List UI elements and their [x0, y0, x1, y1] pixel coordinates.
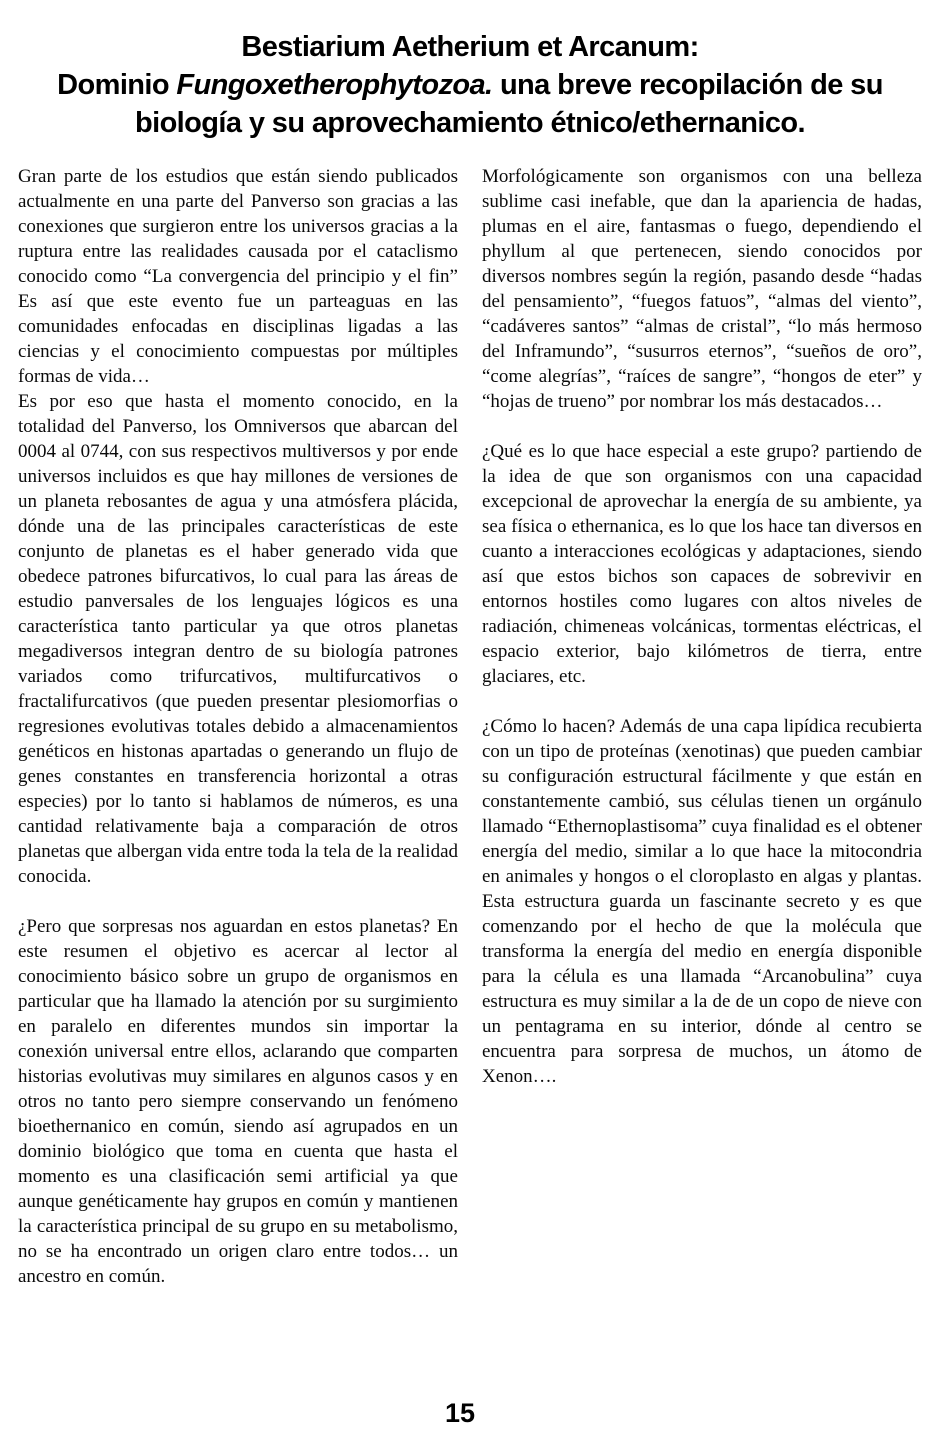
paragraph: Gran parte de los estudios que están siendo publicados actualmente en una parte del Panverso son gracias a las conexiones que surgieron entre los universos gracias a la ruptura entre las realidades causada por el cataclismo conocido como “La convergencia del principio y el fin” Es así que este evento fue un parteaguas en las comunidades enfocadas en disciplinas ligadas a las ciencias y el conocimiento compuestas por múltiples formas de vida… — [18, 166, 458, 387]
paragraph: Morfológicamente son organismos con una belleza sublime casi inefable, que dan la apariencia de hadas, plumas en el aire, fantasmas o fuego, dependiendo el phyllum al que pertenecen, siendo conocidos por diversos nombres según la región, pasando desde “hadas del pensamiento”, “fuegos fatuos”, “almas del viento”, “cadáveres santos” “almas de cristal”, “lo más hermoso del Inframundo”, “susurros eternos”, “sueños de oro”, “come alegrías”, “raíces de sangre”, “hongos de eter” y “hojas de trueno” por nombrar los más destacados… — [482, 166, 922, 412]
title-line-2-suffix: una breve recopilación de su biología y su aprovechamiento étnico/ethernanico. — [135, 69, 883, 139]
two-column-body — [18, 164, 922, 1289]
right-column — [482, 164, 922, 1089]
paragraph: Es por eso que hasta el momento conocido, en la totalidad del Panverso, los Omniversos que abarcan del 0004 al 0744, con sus respectivos multiversos y por ende universos incluidos es que hay millones de versiones de un planeta rebosantes de agua y una atmósfera plácida, dónde una de las principales características de este conjunto de planetas es el haber generado vida que obedece patrones bifurcativos, lo cual para las áreas de estudio panversales de los lenguajes lógicos es una característica tanto particular ya que otros planetas megadiversos integran dentro de su biología patrones variados como trifurcativos, multifurcativos o fractalifurcativos (que pueden presentar plesiomorfias o regresiones evolutivas totales debido a almacenamientos genéticos en histonas apartadas o generando un flujo de genes constantes en transferencia horizontal a otras especies) por lo tanto si hablamos de números, es una cantidad relativamente baja a comparación de otros planetas que albergan vida entre toda la tela de la realidad conocida. — [18, 391, 458, 887]
page-title — [31, 28, 909, 142]
paragraph: ¿Qué es lo que hace especial a este grupo? partiendo de la idea de que son organismos con una capacidad excepcional de aprovechar la energía de su ambiente, ya sea física o ethernanica, es lo que los hace tan diversos en cuanto a interacciones ecológicas y adaptaciones, siendo así que estos bichos son capaces de sobrevivir en entornos hostiles como lugares con altos niveles de radiación, chimeneas volcánicas, tormentas eléctricas, el espacio exterior, bajo kilómetros de tierra, entre glaciares, etc. — [482, 441, 922, 687]
title-taxon-name: Fungoxetherophytozoa. — [176, 69, 493, 101]
left-column — [18, 164, 458, 1289]
paragraph: ¿Pero que sorpresas nos aguardan en estos planetas? En este resumen el objetivo es acercar al lector al conocimiento básico sobre un grupo de organismos en particular que ha llamado la atención por su surgimiento en paralelo en diferentes mundos sin importar la conexión universal entre ellos, aclarando que comparten historias evolutivas muy similares en algunos casos y en otros no tanto pero siempre conservando un fenómeno bioethernanico en común, siendo así agrupados en un dominio biológico que toma en cuenta que hasta el momento es una clasificación semi artificial ya que aunque genéticamente hay grupos en común y mantienen la característica principal de su grupo en su metabolismo, no se ha encontrado un origen claro entre todos… un ancestro en común. — [18, 916, 458, 1287]
title-line-2-prefix: Dominio — [57, 69, 177, 101]
paragraph-spacer — [482, 414, 922, 439]
title-line-1: Bestiarium Aetherium et Arcanum: — [241, 31, 699, 63]
paragraph: ¿Cómo lo hacen? Además de una capa lipídica recubierta con un tipo de proteínas (xenotinas) que pueden cambiar su configuración estructural fácilmente y que están en constantemente cambió, sus células tienen un orgánulo llamado “Ethernoplastisoma” cuya finalidad es el obtener energía del medio, similar a lo que hace la mitocondria en animales y hongos o el cloroplasto en algas y plantas. Esta estructura guarda un fascinante secreto y es que comenzando por el hecho de que la molécula que transforma la energía del medio en energía disponible para la célula es una llamada “Arcanobulina” cuya estructura es muy similar a la de de un copo de nieve con un pentagrama en su interior, dónde al centro se encuentra para sorpresa de muchos, un átomo de Xenon…. — [482, 716, 922, 1087]
paragraph-spacer — [482, 689, 922, 714]
page-number: 15 — [444, 1398, 476, 1428]
paragraph-spacer — [18, 889, 458, 914]
